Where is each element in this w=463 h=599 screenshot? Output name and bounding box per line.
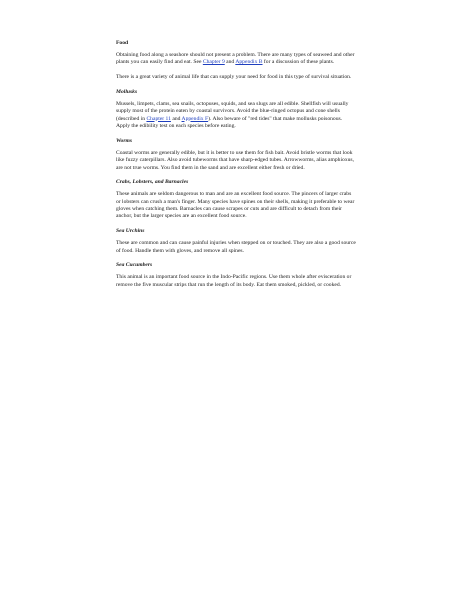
intro-text-before: Obtaining food along a seashore should not present a problem. There are many types of seaweed and other plants you can easily find and eat. See [116, 51, 355, 66]
page-title: Food [116, 40, 129, 46]
intro-paragraph-2: There is a great variety of animal life that can supply your need for food in this type of survival situation. [116, 74, 352, 81]
sea-cucumbers-paragraph: This animal is an important food source in the Indo-Pacific regions. Use them whole after evisceration or remove the five muscular strips that run the length of its body. Eat them smoked, pickled, or cooked. [116, 274, 352, 288]
sea-cucumbers-heading: Sea Cucumbers [116, 262, 153, 269]
crabs-lobsters-barnacles-heading: Crabs, Lobsters, and Barnacles [116, 179, 189, 186]
intro-text-between: and [224, 59, 236, 66]
chapter-11-link[interactable]: Chapter 11 [146, 115, 171, 122]
mollusks-text-after: ). Also beware of "red tides" that make mollusks poisonous. Apply the edibility test on each species before eating. [116, 115, 343, 130]
appendix-f-link[interactable]: Appendix F [181, 115, 209, 122]
appendix-b-link[interactable]: Appendix B [235, 59, 263, 66]
mollusks-paragraph [116, 101, 356, 131]
document-page [116, 40, 356, 296]
worms-heading: Worms [116, 137, 133, 144]
intro-text-after: for a discussion of these plants. [262, 59, 335, 66]
sea-urchins-paragraph: These are common and can cause painful injuries when stepped on or touched. They are also a good source of food. Handle them with gloves, and remove all spines. [116, 240, 356, 254]
mollusks-heading: Mollusks [116, 88, 138, 95]
mollusks-text-between: and [170, 115, 182, 122]
crabs-lobsters-barnacles-paragraph: These animals are seldom dangerous to man and are an excellent food source. The pincers of larger crabs or lobsters can crush a man's finger. Many species have spines on their shells, making it preferable to wear gloves when catching them. Barnacles can cause scrapes or cuts and are difficult to detach from their anchor, but the larger species are an excellent food source. [116, 191, 355, 220]
mollusks-text-before: Mussels, limpets, clams, sea snails, octopuses, squids, and sea slugs are all edible. Shellfish will usually supply most of the protein eaten by coastal survivors. Avoid the blue-ringed octopus and cone shells (described in [116, 100, 349, 122]
sea-urchins-heading: Sea Urchins [116, 228, 145, 235]
worms-paragraph: Coastal worms are generally edible, but it is better to use them for fish bait. Avoid bristle worms that look like fuzzy caterpillars. Also avoid tubeworms that have sharp-edged tubes. Arrowworms, alias amphioxus, are not true worms. You find them in the sand and are excellent either fresh or dried. [116, 149, 354, 171]
chapter-9-link[interactable]: Chapter 9 [202, 59, 225, 66]
intro-paragraph-1 [116, 52, 356, 67]
